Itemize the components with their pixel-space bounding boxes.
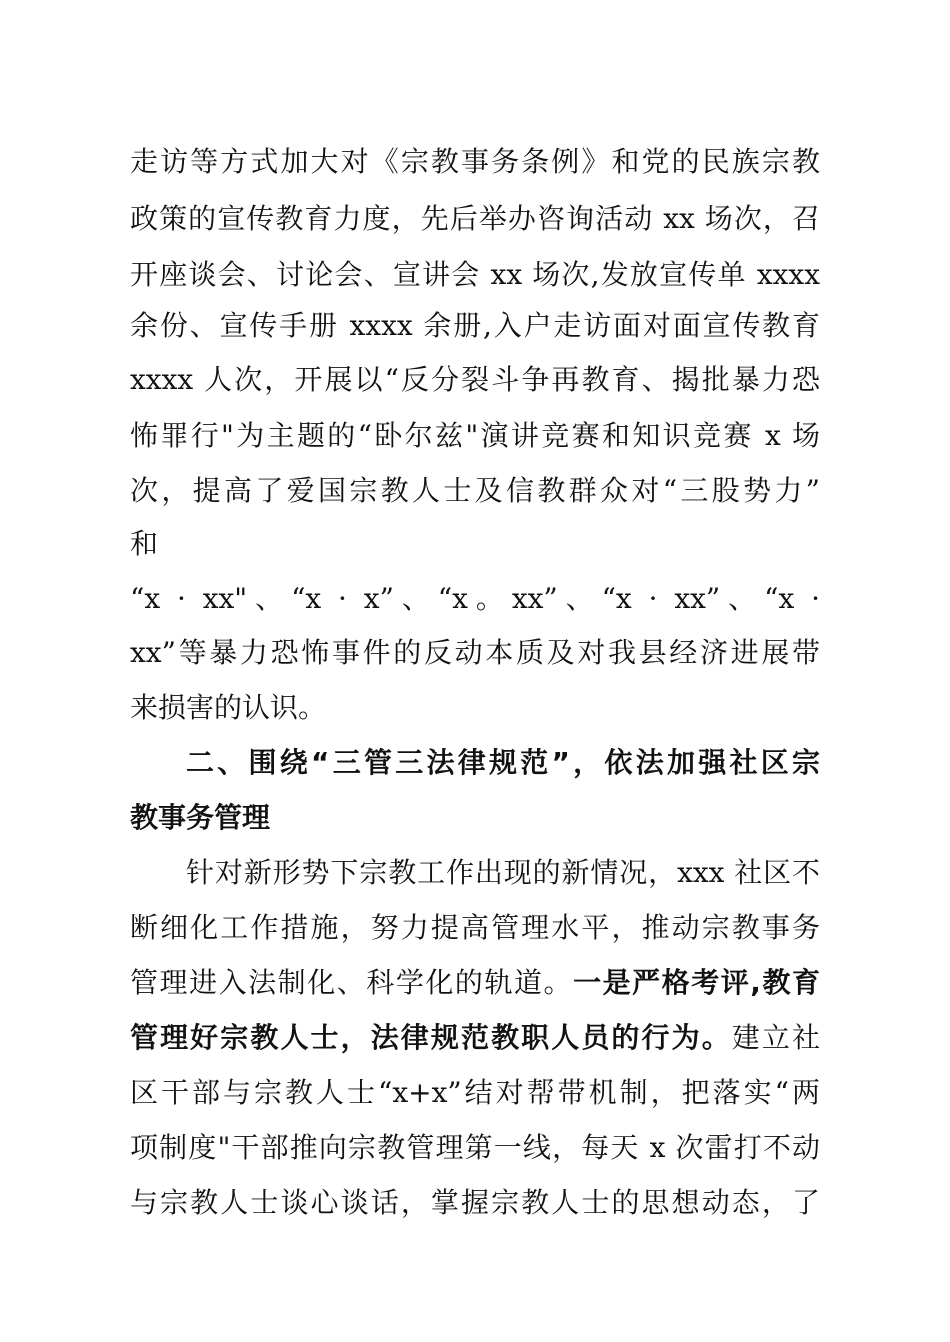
paragraph-line: 来损害的认识。	[130, 691, 327, 724]
section-heading: 教事务管理	[130, 801, 271, 834]
paragraph-line: 项制度"干部推向宗教管理第一线，每天 x 次雷打不动	[130, 1131, 820, 1164]
paragraph-line: 开座谈会、讨论会、宣讲会 xx 场次,发放宣传单 xxxx	[130, 258, 820, 291]
paragraph-line: 断细化工作措施，努力提高管理水平，推动宗教事务	[130, 911, 820, 944]
paragraph-line: 次，提高了爱国宗教人士及信教群众对“三股势力”	[130, 474, 820, 507]
section-heading: 二、围绕“三管三法律规范”，依法加强社区宗	[186, 746, 820, 779]
paragraph-line	[130, 1012, 820, 1064]
paragraph-line: 与宗教人士谈心谈话，掌握宗教人士的思想动态，了	[130, 1186, 820, 1219]
emphasis-text: 管理好宗教人士，法律规范教职人员的行为。	[130, 1021, 732, 1054]
paragraph-line: xxxx 人次，开展以“反分裂斗争再教育、揭批暴力恐	[130, 363, 820, 396]
paragraph-line: 区干部与宗教人士“x+x”结对帮带机制，把落实“两	[130, 1076, 820, 1109]
paragraph-line: 和	[130, 527, 159, 560]
paragraph-line: “x · xx"、“x · x”、“x。xx”、“x · xx”、“x ·	[130, 582, 820, 615]
emphasis-text: 一是严格考评,教育	[573, 966, 820, 999]
paragraph-line	[130, 957, 820, 1009]
paragraph-line: xx”等暴力恐怖事件的反动本质及对我县经济进展带	[130, 636, 820, 669]
paragraph-line: 走访等方式加大对《宗教事务条例》和党的民族宗教	[130, 145, 820, 178]
paragraph-line: 余份、宣传手册 xxxx 余册,入户走访面对面宣传教育	[130, 309, 820, 342]
paragraph-text: 建立社	[731, 1021, 820, 1054]
paragraph-text: 管理进入法制化、科学化的轨道。	[130, 966, 574, 999]
paragraph-line: 怖罪行"为主题的“卧尔兹"演讲竞赛和知识竞赛 x 场	[130, 419, 820, 452]
paragraph-line: 政策的宣传教育力度，先后举办咨询活动 xx 场次，召	[130, 202, 820, 235]
paragraph-line: 针对新形势下宗教工作出现的新情况，xxx 社区不	[186, 856, 820, 889]
